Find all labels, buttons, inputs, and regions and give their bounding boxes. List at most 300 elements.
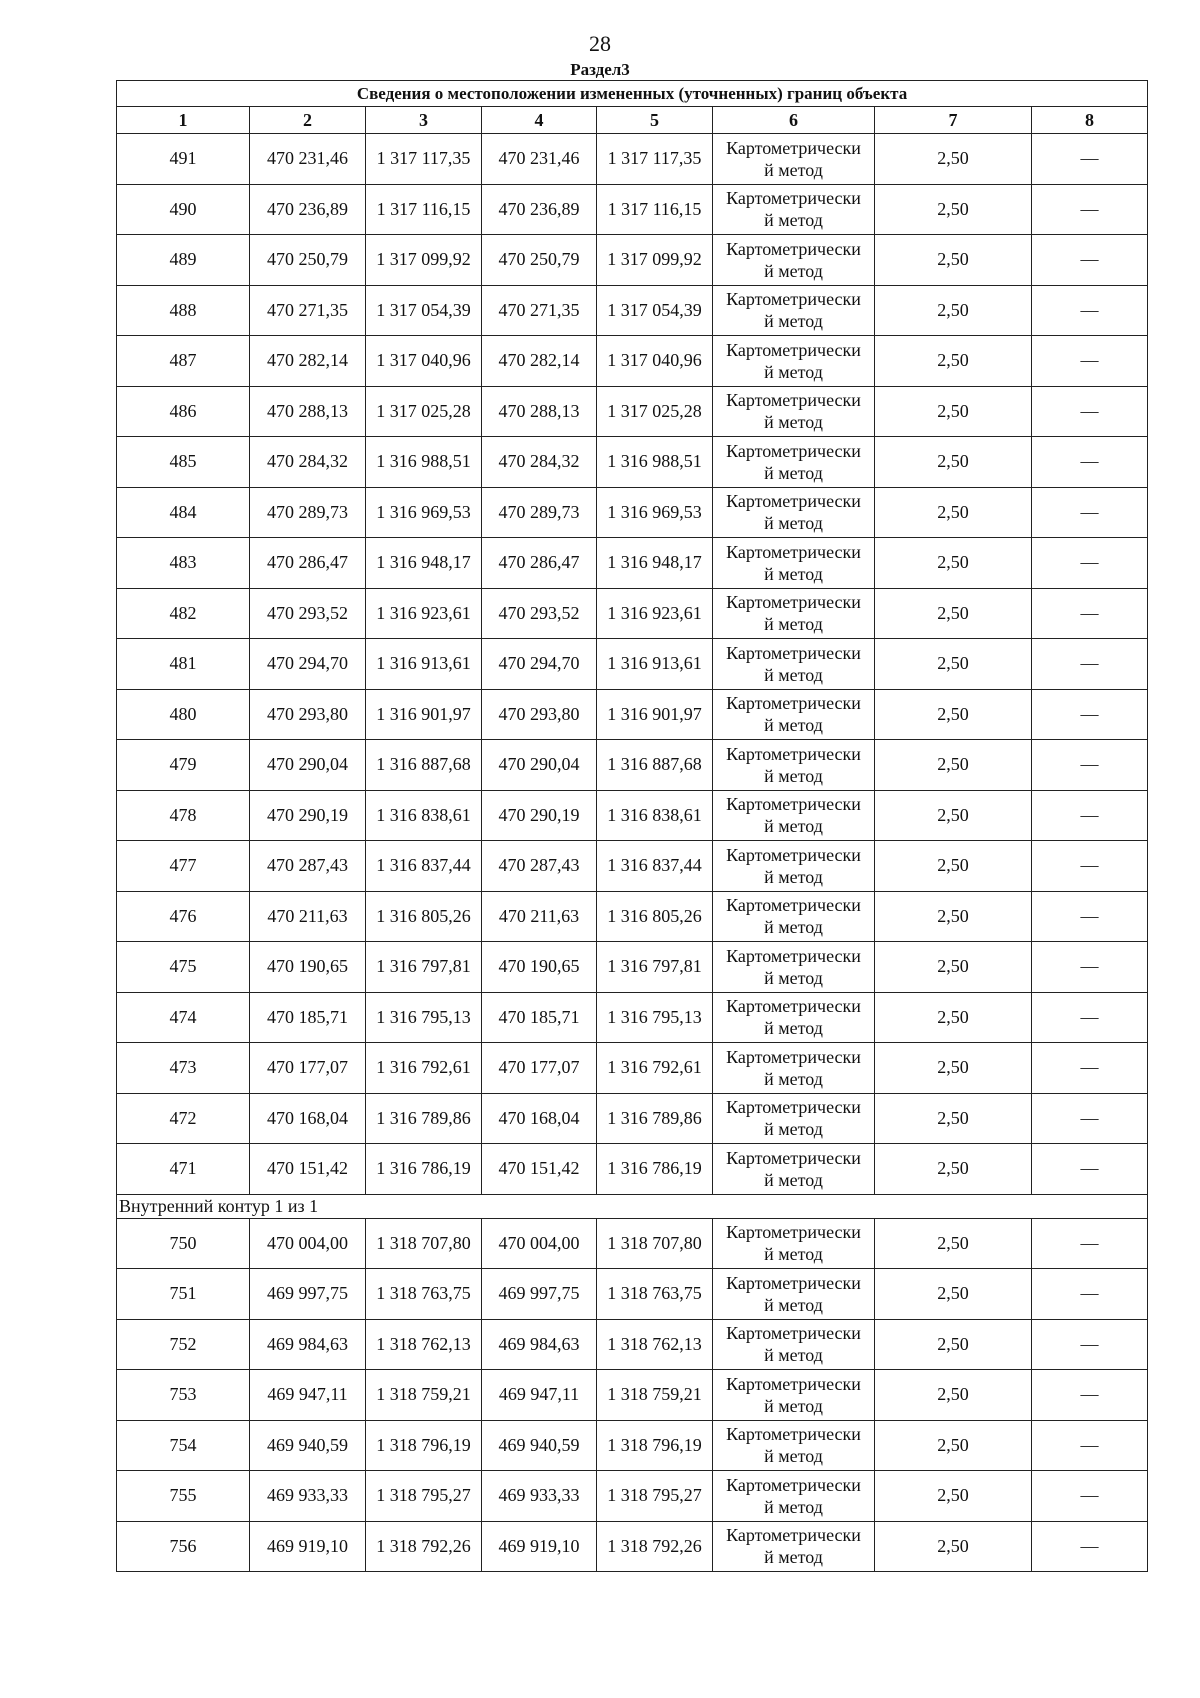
point-number: 491 — [117, 134, 250, 185]
y-new: 1 317 117,35 — [597, 134, 713, 185]
accuracy: 2,50 — [875, 487, 1032, 538]
point-number: 753 — [117, 1370, 250, 1421]
method — [713, 891, 875, 942]
y-new: 1 316 948,17 — [597, 538, 713, 589]
note: — — [1032, 841, 1148, 892]
point-number: 485 — [117, 437, 250, 488]
x-existing: 470 190,65 — [250, 942, 366, 993]
x-new: 470 271,35 — [482, 285, 597, 336]
table-row — [117, 285, 1148, 336]
method-line-1: Картометрически — [726, 592, 861, 613]
column-header: 1 — [117, 107, 250, 134]
table-row — [117, 336, 1148, 387]
x-new: 469 947,11 — [482, 1370, 597, 1421]
x-existing: 469 947,11 — [250, 1370, 366, 1421]
y-existing: 1 316 901,97 — [366, 689, 482, 740]
y-new: 1 318 759,21 — [597, 1370, 713, 1421]
x-existing: 470 177,07 — [250, 1043, 366, 1094]
x-new: 470 286,47 — [482, 538, 597, 589]
method-line-1: Картометрически — [726, 1046, 861, 1067]
table-row — [117, 437, 1148, 488]
method-line-1: Картометрически — [726, 188, 861, 209]
x-existing: 470 250,79 — [250, 235, 366, 286]
method-line-1: Картометрически — [726, 1097, 861, 1118]
table-row — [117, 1144, 1148, 1195]
method-line-2: й метод — [764, 1068, 823, 1089]
x-existing: 470 236,89 — [250, 184, 366, 235]
accuracy: 2,50 — [875, 1370, 1032, 1421]
accuracy: 2,50 — [875, 285, 1032, 336]
y-existing: 1 316 795,13 — [366, 992, 482, 1043]
table-caption: Сведения о местоположении измененных (уточненных) границ объекта — [117, 81, 1148, 107]
point-number: 490 — [117, 184, 250, 235]
point-number: 476 — [117, 891, 250, 942]
method-line-2: й метод — [764, 1446, 823, 1467]
accuracy: 2,50 — [875, 992, 1032, 1043]
y-new: 1 316 838,61 — [597, 790, 713, 841]
x-existing: 470 288,13 — [250, 386, 366, 437]
point-number: 473 — [117, 1043, 250, 1094]
x-new: 470 293,80 — [482, 689, 597, 740]
method-line-1: Картометрически — [726, 1525, 861, 1546]
y-existing: 1 316 969,53 — [366, 487, 482, 538]
method-line-1: Картометрически — [726, 137, 861, 158]
table-row — [117, 1420, 1148, 1471]
note: — — [1032, 1471, 1148, 1522]
x-existing: 470 151,42 — [250, 1144, 366, 1195]
y-existing: 1 316 805,26 — [366, 891, 482, 942]
x-new: 470 282,14 — [482, 336, 597, 387]
method-line-1: Картометрически — [726, 996, 861, 1017]
method-line-2: й метод — [764, 361, 823, 382]
y-new: 1 318 795,27 — [597, 1471, 713, 1522]
method — [713, 1370, 875, 1421]
table-row — [117, 639, 1148, 690]
method-line-2: й метод — [764, 1018, 823, 1039]
x-existing: 470 290,04 — [250, 740, 366, 791]
y-new: 1 316 837,44 — [597, 841, 713, 892]
column-header: 8 — [1032, 107, 1148, 134]
table-row — [117, 1370, 1148, 1421]
x-existing: 470 293,80 — [250, 689, 366, 740]
note: — — [1032, 1370, 1148, 1421]
point-number: 483 — [117, 538, 250, 589]
method — [713, 386, 875, 437]
method — [713, 740, 875, 791]
y-new: 1 316 988,51 — [597, 437, 713, 488]
note: — — [1032, 1420, 1148, 1471]
point-number: 755 — [117, 1471, 250, 1522]
inner-contour-label: Внутренний контур 1 из 1 — [117, 1194, 1148, 1218]
y-existing: 1 316 797,81 — [366, 942, 482, 993]
method-line-1: Картометрически — [726, 794, 861, 815]
x-existing: 469 940,59 — [250, 1420, 366, 1471]
method-line-1: Картометрически — [726, 844, 861, 865]
page-number: 28 — [589, 31, 611, 56]
table-row — [117, 1269, 1148, 1320]
table-row — [117, 588, 1148, 639]
y-existing: 1 318 762,13 — [366, 1319, 482, 1370]
point-number: 752 — [117, 1319, 250, 1370]
note: — — [1032, 1144, 1148, 1195]
method — [713, 790, 875, 841]
method-line-2: й метод — [764, 563, 823, 584]
note: — — [1032, 1269, 1148, 1320]
table-row — [117, 134, 1148, 185]
y-new: 1 318 762,13 — [597, 1319, 713, 1370]
method — [713, 235, 875, 286]
outer-contour-rows — [117, 134, 1148, 1195]
method — [713, 992, 875, 1043]
y-existing: 1 316 837,44 — [366, 841, 482, 892]
accuracy: 2,50 — [875, 336, 1032, 387]
point-number: 750 — [117, 1218, 250, 1269]
method-line-2: й метод — [764, 311, 823, 332]
method-line-2: й метод — [764, 462, 823, 483]
inner-contour-section — [117, 1194, 1148, 1218]
column-header: 6 — [713, 107, 875, 134]
point-number: 754 — [117, 1420, 250, 1471]
x-existing: 470 290,19 — [250, 790, 366, 841]
x-existing: 469 933,33 — [250, 1471, 366, 1522]
method-line-1: Картометрически — [726, 440, 861, 461]
table-row — [117, 1521, 1148, 1572]
x-new: 469 984,63 — [482, 1319, 597, 1370]
x-new: 470 290,04 — [482, 740, 597, 791]
x-new: 469 933,33 — [482, 1471, 597, 1522]
method-line-2: й метод — [764, 765, 823, 786]
x-new: 470 236,89 — [482, 184, 597, 235]
table-row — [117, 1093, 1148, 1144]
y-existing: 1 316 789,86 — [366, 1093, 482, 1144]
method-line-2: й метод — [764, 664, 823, 685]
column-header: 2 — [250, 107, 366, 134]
note: — — [1032, 285, 1148, 336]
method-line-2: й метод — [764, 1294, 823, 1315]
inner-contour-rows — [117, 1218, 1148, 1572]
method — [713, 689, 875, 740]
column-header: 4 — [482, 107, 597, 134]
accuracy: 2,50 — [875, 386, 1032, 437]
x-existing: 470 004,00 — [250, 1218, 366, 1269]
table-row — [117, 1319, 1148, 1370]
y-existing: 1 318 792,26 — [366, 1521, 482, 1572]
coordinates-table — [116, 80, 1148, 1572]
method — [713, 1319, 875, 1370]
method — [713, 1420, 875, 1471]
table-row — [117, 1218, 1148, 1269]
y-existing: 1 318 759,21 — [366, 1370, 482, 1421]
method-line-1: Картометрически — [726, 339, 861, 360]
y-new: 1 318 763,75 — [597, 1269, 713, 1320]
method-line-2: й метод — [764, 1119, 823, 1140]
x-existing: 469 919,10 — [250, 1521, 366, 1572]
method — [713, 1043, 875, 1094]
method — [713, 1218, 875, 1269]
note: — — [1032, 639, 1148, 690]
accuracy: 2,50 — [875, 891, 1032, 942]
y-existing: 1 316 792,61 — [366, 1043, 482, 1094]
y-new: 1 316 901,97 — [597, 689, 713, 740]
column-header: 7 — [875, 107, 1032, 134]
x-existing: 470 231,46 — [250, 134, 366, 185]
method-line-2: й метод — [764, 1244, 823, 1265]
method — [713, 1144, 875, 1195]
method-line-1: Картометрически — [726, 642, 861, 663]
method-line-2: й метод — [764, 917, 823, 938]
accuracy: 2,50 — [875, 1319, 1032, 1370]
y-existing: 1 317 099,92 — [366, 235, 482, 286]
method-line-2: й метод — [764, 715, 823, 736]
point-number: 482 — [117, 588, 250, 639]
x-existing: 470 211,63 — [250, 891, 366, 942]
method-line-1: Картометрически — [726, 693, 861, 714]
method — [713, 1521, 875, 1572]
x-existing: 470 168,04 — [250, 1093, 366, 1144]
method — [713, 285, 875, 336]
table-row — [117, 740, 1148, 791]
note: — — [1032, 942, 1148, 993]
method-line-2: й метод — [764, 1395, 823, 1416]
y-new: 1 316 786,19 — [597, 1144, 713, 1195]
x-new: 470 287,43 — [482, 841, 597, 892]
y-new: 1 317 025,28 — [597, 386, 713, 437]
column-header: 5 — [597, 107, 713, 134]
table-row — [117, 487, 1148, 538]
method — [713, 134, 875, 185]
x-existing: 470 287,43 — [250, 841, 366, 892]
method-line-2: й метод — [764, 866, 823, 887]
method-line-2: й метод — [764, 159, 823, 180]
note: — — [1032, 1319, 1148, 1370]
note: — — [1032, 588, 1148, 639]
point-number: 480 — [117, 689, 250, 740]
x-new: 469 940,59 — [482, 1420, 597, 1471]
x-new: 470 185,71 — [482, 992, 597, 1043]
x-new: 469 997,75 — [482, 1269, 597, 1320]
y-new: 1 316 789,86 — [597, 1093, 713, 1144]
accuracy: 2,50 — [875, 134, 1032, 185]
point-number: 481 — [117, 639, 250, 690]
method-line-2: й метод — [764, 260, 823, 281]
note: — — [1032, 689, 1148, 740]
x-new: 470 231,46 — [482, 134, 597, 185]
point-number: 489 — [117, 235, 250, 286]
table-row — [117, 942, 1148, 993]
y-new: 1 317 040,96 — [597, 336, 713, 387]
table-row — [117, 1471, 1148, 1522]
method — [713, 1093, 875, 1144]
note: — — [1032, 437, 1148, 488]
note: — — [1032, 790, 1148, 841]
accuracy: 2,50 — [875, 437, 1032, 488]
section-title: Раздел3 — [570, 60, 630, 79]
y-existing: 1 317 025,28 — [366, 386, 482, 437]
x-new: 470 190,65 — [482, 942, 597, 993]
point-number: 477 — [117, 841, 250, 892]
x-existing: 470 185,71 — [250, 992, 366, 1043]
y-existing: 1 316 913,61 — [366, 639, 482, 690]
y-existing: 1 316 923,61 — [366, 588, 482, 639]
method — [713, 487, 875, 538]
y-existing: 1 316 948,17 — [366, 538, 482, 589]
method — [713, 336, 875, 387]
note: — — [1032, 184, 1148, 235]
note: — — [1032, 1093, 1148, 1144]
point-number: 756 — [117, 1521, 250, 1572]
y-new: 1 317 099,92 — [597, 235, 713, 286]
point-number: 471 — [117, 1144, 250, 1195]
point-number: 472 — [117, 1093, 250, 1144]
method-line-2: й метод — [764, 513, 823, 534]
method-line-2: й метод — [764, 816, 823, 837]
x-existing: 470 293,52 — [250, 588, 366, 639]
point-number: 475 — [117, 942, 250, 993]
x-existing: 469 997,75 — [250, 1269, 366, 1320]
x-new: 470 284,32 — [482, 437, 597, 488]
table-row — [117, 992, 1148, 1043]
table-row — [117, 235, 1148, 286]
accuracy: 2,50 — [875, 1093, 1032, 1144]
accuracy: 2,50 — [875, 639, 1032, 690]
method-line-1: Картометрически — [726, 541, 861, 562]
y-new: 1 316 797,81 — [597, 942, 713, 993]
x-existing: 470 284,32 — [250, 437, 366, 488]
method-line-2: й метод — [764, 210, 823, 231]
y-new: 1 318 796,19 — [597, 1420, 713, 1471]
y-new: 1 316 805,26 — [597, 891, 713, 942]
x-existing: 470 271,35 — [250, 285, 366, 336]
note: — — [1032, 487, 1148, 538]
point-number: 478 — [117, 790, 250, 841]
method-line-1: Картометрически — [726, 1222, 861, 1243]
x-new: 469 919,10 — [482, 1521, 597, 1572]
x-new: 470 250,79 — [482, 235, 597, 286]
method-line-1: Картометрически — [726, 1272, 861, 1293]
method-line-2: й метод — [764, 1496, 823, 1517]
method — [713, 588, 875, 639]
x-existing: 470 289,73 — [250, 487, 366, 538]
accuracy: 2,50 — [875, 1420, 1032, 1471]
table-row — [117, 184, 1148, 235]
table-row — [117, 1043, 1148, 1094]
method — [713, 538, 875, 589]
method-line-1: Картометрически — [726, 1323, 861, 1344]
x-existing: 469 984,63 — [250, 1319, 366, 1370]
note: — — [1032, 891, 1148, 942]
table-row — [117, 689, 1148, 740]
x-new: 470 288,13 — [482, 386, 597, 437]
y-existing: 1 318 763,75 — [366, 1269, 482, 1320]
y-new: 1 316 792,61 — [597, 1043, 713, 1094]
method-line-1: Картометрически — [726, 289, 861, 310]
accuracy: 2,50 — [875, 1269, 1032, 1320]
note: — — [1032, 538, 1148, 589]
x-existing: 470 294,70 — [250, 639, 366, 690]
y-existing: 1 318 796,19 — [366, 1420, 482, 1471]
y-new: 1 316 923,61 — [597, 588, 713, 639]
note: — — [1032, 992, 1148, 1043]
accuracy: 2,50 — [875, 235, 1032, 286]
method — [713, 942, 875, 993]
y-new: 1 318 707,80 — [597, 1218, 713, 1269]
method-line-1: Картометрически — [726, 491, 861, 512]
accuracy: 2,50 — [875, 1521, 1032, 1572]
method — [713, 1471, 875, 1522]
x-new: 470 289,73 — [482, 487, 597, 538]
method-line-2: й метод — [764, 614, 823, 635]
note: — — [1032, 1043, 1148, 1094]
point-number: 487 — [117, 336, 250, 387]
method-line-1: Картометрически — [726, 238, 861, 259]
y-new: 1 317 054,39 — [597, 285, 713, 336]
y-new: 1 316 887,68 — [597, 740, 713, 791]
point-number: 484 — [117, 487, 250, 538]
column-header: 3 — [366, 107, 482, 134]
x-new: 470 294,70 — [482, 639, 597, 690]
y-existing: 1 317 054,39 — [366, 285, 482, 336]
y-existing: 1 316 988,51 — [366, 437, 482, 488]
method-line-1: Картометрически — [726, 1474, 861, 1495]
y-new: 1 318 792,26 — [597, 1521, 713, 1572]
x-new: 470 151,42 — [482, 1144, 597, 1195]
table-row — [117, 841, 1148, 892]
x-new: 470 211,63 — [482, 891, 597, 942]
note: — — [1032, 134, 1148, 185]
method — [713, 639, 875, 690]
y-new: 1 316 969,53 — [597, 487, 713, 538]
method — [713, 1269, 875, 1320]
accuracy: 2,50 — [875, 588, 1032, 639]
method-line-1: Картометрически — [726, 1424, 861, 1445]
y-existing: 1 317 116,15 — [366, 184, 482, 235]
y-existing: 1 318 795,27 — [366, 1471, 482, 1522]
x-existing: 470 282,14 — [250, 336, 366, 387]
method — [713, 184, 875, 235]
y-existing: 1 316 838,61 — [366, 790, 482, 841]
table-row — [117, 891, 1148, 942]
x-new: 470 290,19 — [482, 790, 597, 841]
method-line-1: Картометрически — [726, 895, 861, 916]
point-number: 486 — [117, 386, 250, 437]
y-new: 1 316 795,13 — [597, 992, 713, 1043]
accuracy: 2,50 — [875, 841, 1032, 892]
note: — — [1032, 1218, 1148, 1269]
accuracy: 2,50 — [875, 184, 1032, 235]
method — [713, 841, 875, 892]
accuracy: 2,50 — [875, 1144, 1032, 1195]
method-line-2: й метод — [764, 1169, 823, 1190]
point-number: 479 — [117, 740, 250, 791]
point-number: 474 — [117, 992, 250, 1043]
table-row — [117, 538, 1148, 589]
note: — — [1032, 235, 1148, 286]
method-line-2: й метод — [764, 412, 823, 433]
method-line-2: й метод — [764, 1547, 823, 1568]
note: — — [1032, 740, 1148, 791]
x-new: 470 004,00 — [482, 1218, 597, 1269]
column-header-row — [117, 107, 1148, 134]
y-existing: 1 318 707,80 — [366, 1218, 482, 1269]
y-existing: 1 317 117,35 — [366, 134, 482, 185]
method-line-2: й метод — [764, 1345, 823, 1366]
table-row — [117, 386, 1148, 437]
accuracy: 2,50 — [875, 790, 1032, 841]
accuracy: 2,50 — [875, 942, 1032, 993]
accuracy: 2,50 — [875, 538, 1032, 589]
accuracy: 2,50 — [875, 1043, 1032, 1094]
point-number: 751 — [117, 1269, 250, 1320]
